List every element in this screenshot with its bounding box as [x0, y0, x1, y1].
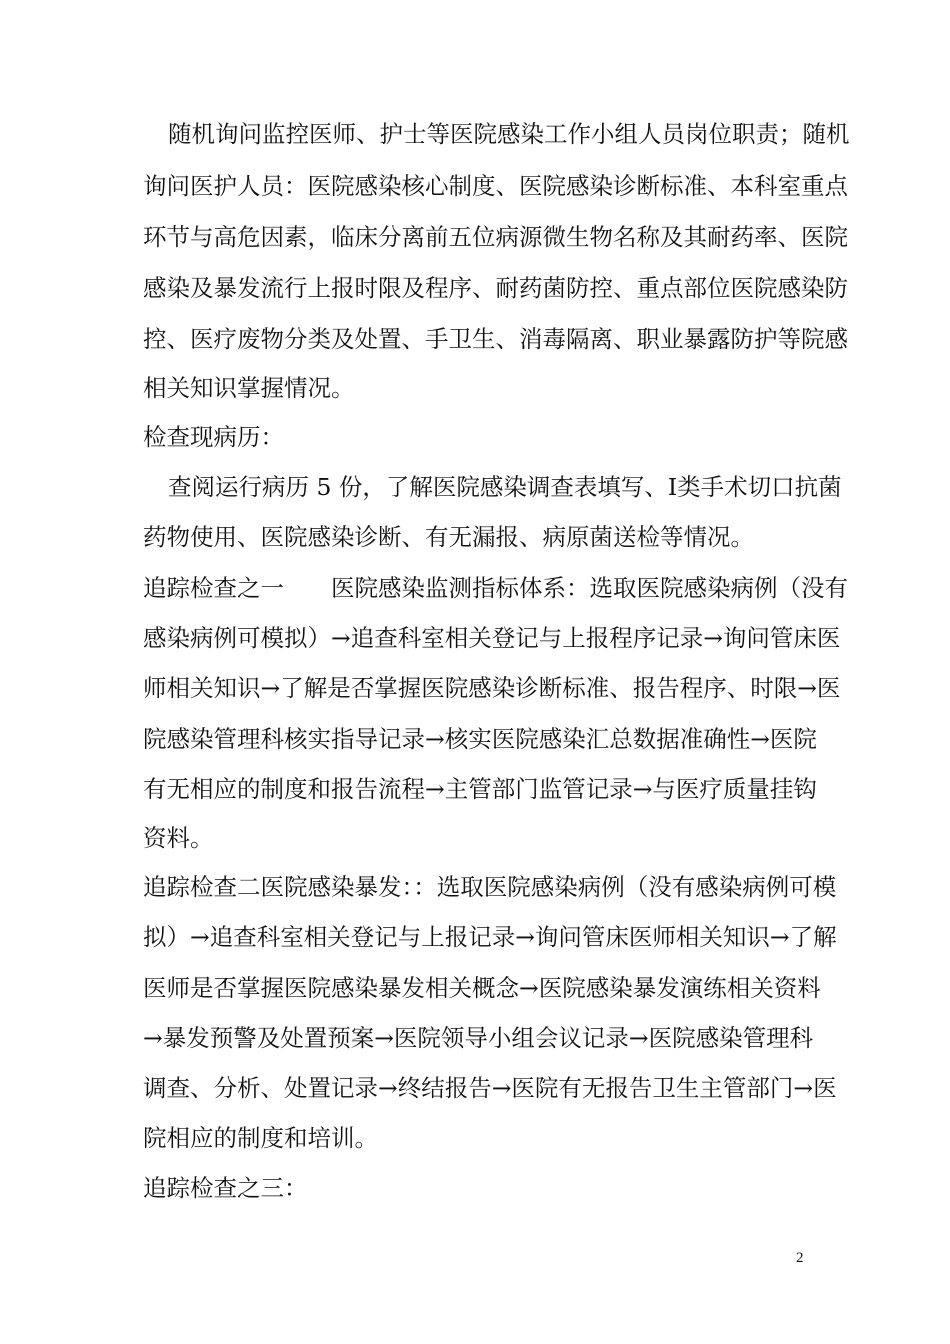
paragraph-5-line-4: →暴发预警及处置预案→医院领导小组会议记录→医院感染管理科 [143, 1024, 814, 1052]
paragraph-1-line-6: 相关知识掌握情况。 [143, 374, 355, 402]
paragraph-5-line-5: 调查、分析、处置记录→终结报告→医院有无报告卫生主管部门→医 [143, 1074, 837, 1102]
paragraph-3-line-1: 查阅运行病历 5 份，了解医院感染调查表填写、Ⅰ类手术切口抗菌 [168, 473, 842, 501]
paragraph-5-line-3: 医师是否掌握医院感染暴发相关概念→医院感染暴发演练相关资料 [143, 974, 821, 1002]
paragraph-5-line-2: 拟）→追查科室相关登记与上报记录→询问管床医师相关知识→了解 [143, 923, 837, 951]
section-heading-current-records: 检查现病历： [143, 423, 284, 451]
paragraph-1-line-3: 环节与高危因素，临床分离前五位病源微生物名称及其耐药率、医院 [143, 223, 848, 251]
paragraph-4-line-6: 资料。 [143, 824, 214, 852]
paragraph-1-line-4: 感染及暴发流行上报时限及程序、耐药菌防控、重点部位医院感染防 [143, 274, 848, 302]
section-heading-tracing-check-3: 追踪检查之三： [143, 1174, 308, 1202]
paragraph-1-line-1: 随机询问监控医师、护士等医院感染工作小组人员岗位职责；随机 [168, 120, 850, 148]
paragraph-4-line-5: 有无相应的制度和报告流程→主管部门监管记录→与医疗质量挂钩 [143, 775, 817, 803]
paragraph-1-line-5: 控、医疗废物分类及处置、手卫生、消毒隔离、职业暴露防护等院感 [143, 325, 848, 353]
paragraph-3-line-2: 药物使用、医院感染诊断、有无漏报、病原菌送检等情况。 [143, 523, 754, 551]
paragraph-5-line-6: 院相应的制度和培训。 [143, 1124, 378, 1152]
paragraph-1-line-2: 询问医护人员：医院感染核心制度、医院感染诊断标准、本科室重点 [143, 172, 848, 200]
paragraph-4-line-4: 院感染管理科核实指导记录→核实医院感染汇总数据准确性→医院 [143, 725, 817, 753]
page-number: 2 [796, 1250, 804, 1266]
paragraph-5-line-1: 追踪检查二医院感染暴发：：选取医院感染病例（没有感染病例可模 [143, 873, 837, 901]
paragraph-4-line-2: 感染病例可模拟）→追查科室相关登记与上报程序记录→询问管床医 [143, 624, 841, 652]
paragraph-4-line-3: 师相关知识→了解是否掌握医院感染诊断标准、报告程序、时限→医 [143, 674, 841, 702]
paragraph-4-line-1: 追踪检查之一 医院感染监测指标体系：选取医院感染病例（没有 [143, 574, 848, 602]
